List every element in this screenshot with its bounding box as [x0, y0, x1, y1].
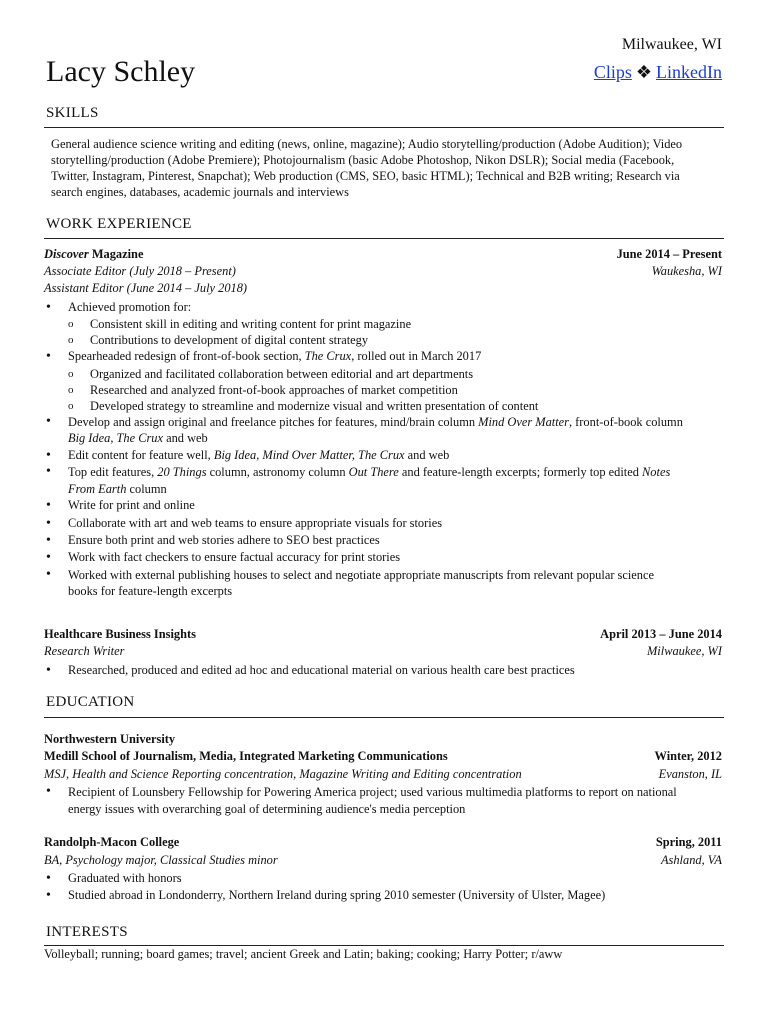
bullet-italic: Big Idea, The Crux [68, 431, 163, 446]
rmc-school-name: Randolph-Macon College [44, 835, 180, 849]
discover-org-italic: Discover [44, 247, 89, 261]
hbi-dates: April 2013 – June 2014 [600, 627, 722, 641]
education-heading: EDUCATION [46, 694, 135, 710]
bullet-text: Develop and assign original and freelance pitches for features, mind/brain column [68, 414, 479, 429]
diamond-separator-icon: ❖ [635, 62, 653, 82]
rmc-location: Ashland, VA [660, 853, 722, 867]
list-item: • Graduated with honors [44, 870, 704, 887]
hbi-location: Milwaukee, WI [646, 644, 722, 658]
candidate-location: Milwaukee, WI [621, 36, 722, 53]
list-item: • Recipient of Lounsbery Fellowship for Powering America project; used various multimedia platforms to report on national energy issues with overarching goal of determining audience's media perception [44, 784, 694, 817]
nu-degree-row [44, 766, 722, 783]
rmc-school-row [44, 834, 722, 851]
nu-degree: MSJ, Health and Science Reporting concentration, Magazine Writing and Editing concentration [44, 767, 522, 781]
bullet-italic: 20 Things [157, 465, 207, 480]
bullet-text: Top edit features, [68, 465, 158, 480]
nu-location: Evanston, IL [658, 767, 722, 781]
section-divider [44, 717, 724, 718]
discover-location: Waukesha, WI [651, 264, 722, 278]
rmc-bullets [44, 870, 704, 905]
skills-heading: SKILLS [46, 105, 99, 121]
discover-title-row [44, 263, 722, 280]
section-divider [44, 238, 724, 239]
list-item: • Ensure both print and web stories adhere to SEO best practices [44, 532, 684, 549]
work-experience-heading: WORK EXPERIENCE [46, 216, 192, 232]
hbi-org-row [44, 626, 722, 643]
discover-org-row [44, 246, 722, 263]
clips-link[interactable]: Clips [593, 62, 632, 82]
bullet-italic: The Crux [304, 349, 352, 364]
list-item: • Write for print and online [44, 497, 684, 514]
bullet-text: and web [162, 431, 208, 446]
discover-bullets [44, 299, 684, 600]
section-divider [44, 127, 724, 128]
discover-org-name [44, 246, 143, 263]
discover-title-associate: Associate Editor (July 2018 – Present) [44, 264, 236, 278]
nu-date: Winter, 2012 [654, 749, 722, 763]
bullet-text: and feature-length excerpts; formerly top edited [398, 465, 643, 480]
rmc-date: Spring, 2011 [655, 835, 722, 849]
hbi-title: Research Writer [44, 644, 125, 658]
sub-list-item: o Organized and facilitated collaboration between editorial and art departments [44, 366, 684, 382]
nu-dept-row [44, 748, 722, 765]
sub-list-item: o Consistent skill in editing and writing content for print magazine [44, 316, 684, 332]
list-item [44, 414, 684, 447]
nu-dept: Medill School of Journalism, Media, Integrated Marketing Communications [44, 749, 448, 763]
list-item: • Collaborate with art and web teams to ensure appropriate visuals for stories [44, 515, 684, 532]
list-item: • Worked with external publishing houses to select and negotiate appropriate manuscripts from relevant popular science books for feature-length excerpts [44, 567, 684, 600]
rmc-degree-row [44, 852, 722, 869]
skills-text: General audience science writing and editing (news, online, magazine); Audio storytelling/production (Adobe Audition); Video storytelling/production (Adobe Premiere); Photojournalism (basic Adobe Photoshop, Nikon DSLR); Social media (Facebook, Twitter, Instagram, Pinterest, Snapchat); Web production (CMS, SEO, basic HTML); Technical and B2B writing; Research via search engines, databases, academic journals and interviews [51, 137, 683, 199]
bullet-italic: Big Idea, Mind Over Matter, The Crux [213, 447, 405, 462]
list-item: • Work with fact checkers to ensure factual accuracy for print stories [44, 549, 684, 566]
sub-list-item: o Developed strategy to streamline and modernize visual and written presentation of content [44, 398, 684, 414]
bullet-text: , front-of-book column [568, 414, 683, 429]
discover-title-assistant: Assistant Editor (June 2014 – July 2018) [44, 281, 248, 295]
nu-school-row [44, 731, 722, 748]
rmc-degree: BA, Psychology major, Classical Studies minor [44, 853, 278, 867]
discover-title-row-2 [44, 280, 722, 297]
bullet-text: column, astronomy column [206, 465, 349, 480]
bullet-italic: Mind Over Matter [478, 414, 569, 429]
bullet-italic: Notes From Earth [68, 465, 671, 496]
hbi-org-name: Healthcare Business Insights [44, 627, 196, 641]
list-item: • Achieved promotion for: [44, 299, 684, 316]
discover-org-rest: Magazine [88, 247, 144, 261]
list-item [44, 447, 684, 464]
bullet-text: column [126, 481, 167, 496]
list-item [44, 464, 684, 497]
sub-list-item: o Researched and analyzed front-of-book approaches of market competition [44, 382, 684, 398]
hbi-bullets [44, 662, 684, 679]
list-item [44, 348, 684, 365]
nu-bullets [44, 784, 694, 817]
hbi-title-row [44, 643, 722, 660]
discover-dates: June 2014 – Present [616, 247, 722, 261]
bullet-text: Edit content for feature well, [68, 447, 214, 462]
list-item: • Studied abroad in Londonderry, Northern Ireland during spring 2010 semester (University of Ulster, Magee) [44, 887, 704, 904]
bullet-text: and web [404, 447, 450, 462]
bullet-italic: Out There [348, 465, 399, 480]
linkedin-link[interactable]: LinkedIn [656, 62, 722, 82]
nu-school-name: Northwestern University [44, 732, 176, 746]
sub-list-item: o Contributions to development of digital content strategy [44, 332, 684, 348]
bullet-text: Spearheaded redesign of front-of-book section, [68, 349, 305, 364]
candidate-name: Lacy Schley [46, 55, 196, 88]
interests-text: Volleyball; running; board games; travel; ancient Greek and Latin; baking; cooking; Harry Potter; r/aww [44, 947, 563, 961]
bullet-text: , rolled out in March 2017 [351, 349, 482, 364]
list-item: • Researched, produced and edited ad hoc and educational material on various health care best practices [44, 662, 684, 679]
interests-heading: INTERESTS [46, 924, 128, 940]
contact-links [594, 62, 722, 83]
